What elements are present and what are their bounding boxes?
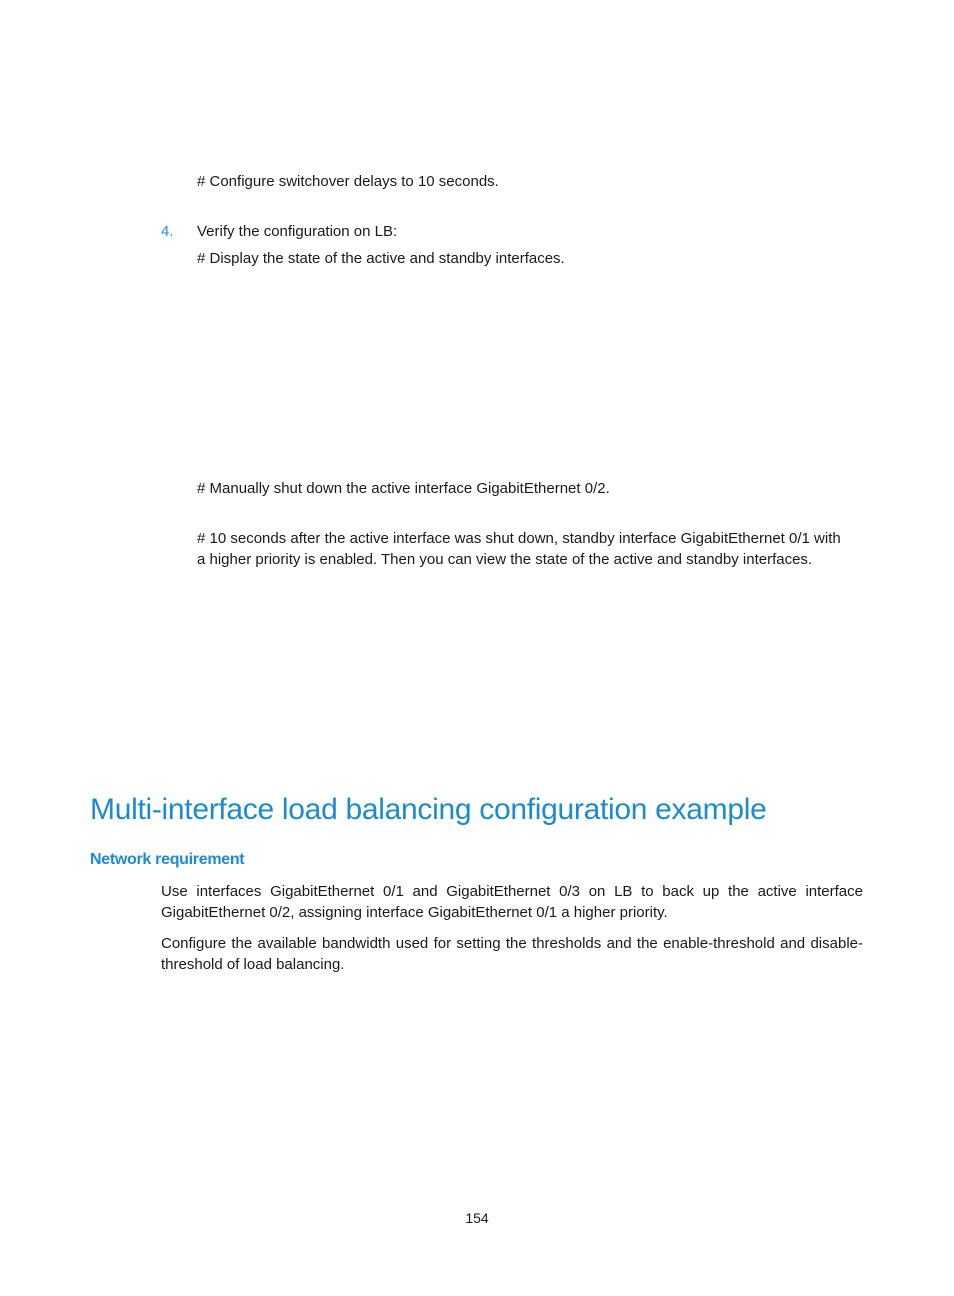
step-number: 4. [161, 223, 174, 240]
paragraph-network-requirement-1: Use interfaces GigabitEthernet 0/1 and GigabitEthernet 0/3 on LB to back up the active interface GigabitEthernet 0/2, assigning interface GigabitEthernet 0/1 a higher priority. [161, 883, 863, 921]
page-number: 154 [465, 1210, 489, 1226]
comment-after-shutdown-line1: # 10 seconds after the active interface was shut down, standby interface GigabitEthernet 0/1 with [197, 530, 841, 547]
paragraph-network-requirement-2: Configure the available bandwidth used for setting the thresholds and the enable-threshold and disable-threshold of load balancing. [161, 935, 863, 973]
comment-configure-delays: # Configure switchover delays to 10 seconds. [197, 173, 499, 190]
section-title: Multi-interface load balancing configuration example [90, 793, 767, 826]
comment-display-state: # Display the state of the active and standby interfaces. [197, 250, 565, 267]
subsection-title: Network requirement [90, 851, 245, 868]
comment-shutdown: # Manually shut down the active interface GigabitEthernet 0/2. [197, 480, 610, 497]
comment-after-shutdown-line2: a higher priority is enabled. Then you can view the state of the active and standby interfaces. [197, 551, 813, 568]
step-text: Verify the configuration on LB: [197, 223, 398, 240]
